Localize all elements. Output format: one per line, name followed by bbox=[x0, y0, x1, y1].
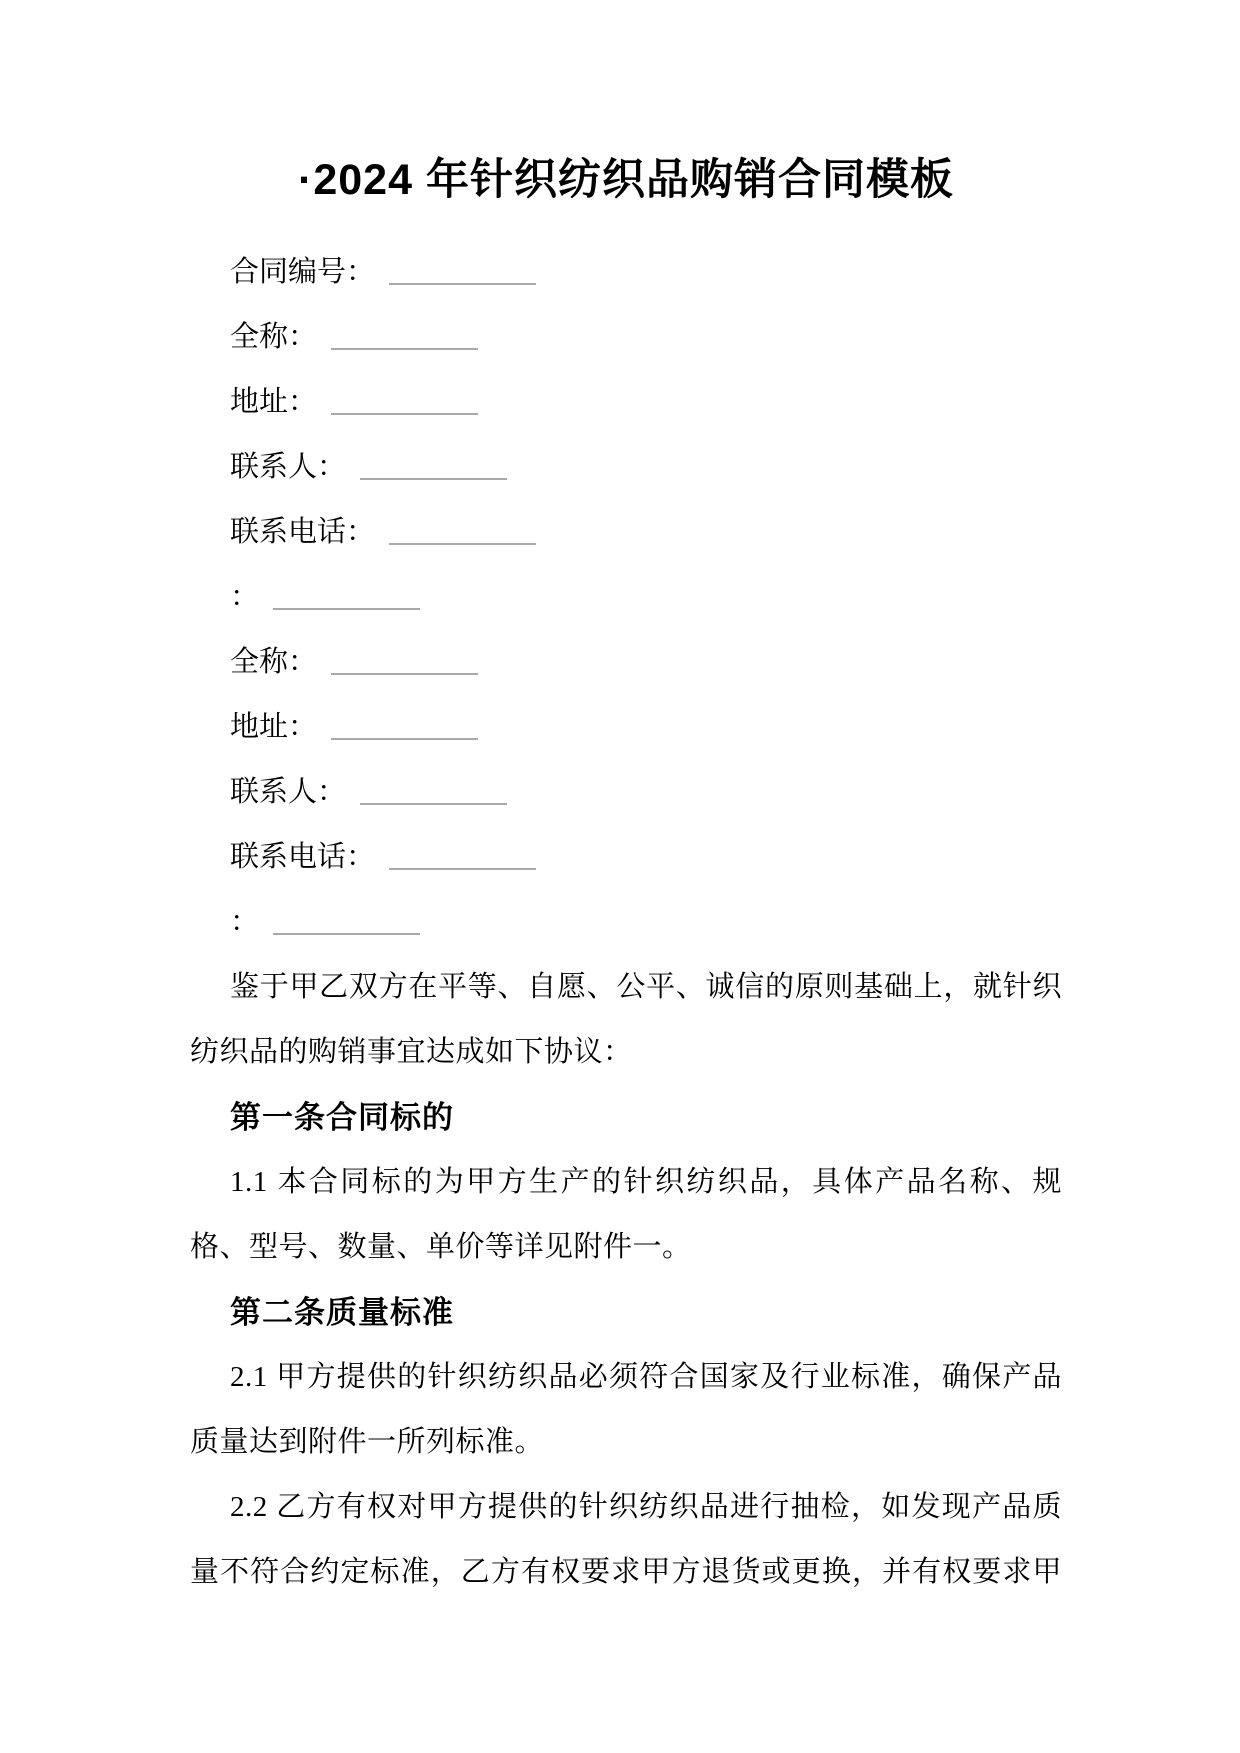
party-info-field-list bbox=[190, 240, 1062, 955]
field-label: 地址： bbox=[230, 386, 318, 418]
fill-in-blank bbox=[273, 608, 420, 610]
body-text-line: 纺织品的购销事宜达成如下协议： bbox=[190, 1036, 633, 1068]
fill-in-blank bbox=[360, 478, 507, 480]
field-label: ： bbox=[230, 581, 260, 613]
form-field-row bbox=[190, 370, 1062, 435]
section-heading: 第二条质量标准 bbox=[230, 1295, 454, 1330]
fill-in-blank bbox=[331, 673, 478, 675]
field-label: 联系电话： bbox=[230, 841, 376, 873]
body-text-line: 鉴于甲乙双方在平等、自愿、公平、诚信的原则基础上，就针织 bbox=[230, 971, 1062, 1003]
form-field-row bbox=[190, 240, 1062, 305]
fill-in-blank bbox=[389, 543, 536, 545]
body-text-line: 2.2 乙方有权对甲方提供的针织纺织品进行抽检，如发现产品质 bbox=[230, 1491, 1062, 1523]
body-text-line: 质量达到附件一所列标准。 bbox=[190, 1426, 545, 1458]
fill-in-blank bbox=[331, 413, 478, 415]
fill-in-blank bbox=[360, 803, 507, 805]
fill-in-blank bbox=[331, 738, 478, 740]
field-label: 联系电话： bbox=[230, 516, 376, 548]
fill-in-blank bbox=[389, 868, 536, 870]
section-heading: 第一条合同标的 bbox=[230, 1100, 454, 1135]
body-text-line: 格、型号、数量、单价等详见附件一。 bbox=[190, 1231, 692, 1263]
body-text-line: 2.1 甲方提供的针织纺织品必须符合国家及行业标准，确保产品 bbox=[230, 1361, 1062, 1393]
form-field-row bbox=[190, 825, 1062, 890]
body-text-line: 量不符合约定标准，乙方有权要求甲方退货或更换，并有权要求甲 bbox=[190, 1556, 1062, 1588]
fill-in-blank bbox=[331, 348, 478, 350]
field-label: ： bbox=[230, 906, 260, 938]
document-title: ·2024 年针织纺织品购销合同模板 bbox=[298, 156, 954, 204]
form-field-row bbox=[190, 435, 1062, 500]
fill-in-blank bbox=[389, 283, 536, 285]
fill-in-blank bbox=[273, 933, 420, 935]
contract-body-text bbox=[190, 955, 1062, 1605]
form-field-row bbox=[190, 890, 1062, 955]
field-label: 联系人： bbox=[230, 451, 347, 483]
field-label: 合同编号： bbox=[230, 256, 376, 288]
form-field-row bbox=[190, 500, 1062, 565]
field-label: 联系人： bbox=[230, 776, 347, 808]
field-label: 全称： bbox=[230, 646, 318, 678]
form-field-row bbox=[190, 760, 1062, 825]
form-field-row bbox=[190, 305, 1062, 370]
body-text-line: 1.1 本合同标的为甲方生产的针织纺织品，具体产品名称、规 bbox=[230, 1166, 1062, 1198]
field-label: 全称： bbox=[230, 321, 318, 353]
form-field-row bbox=[190, 630, 1062, 695]
form-field-row bbox=[190, 695, 1062, 760]
form-field-row bbox=[190, 565, 1062, 630]
field-label: 地址： bbox=[230, 711, 318, 743]
